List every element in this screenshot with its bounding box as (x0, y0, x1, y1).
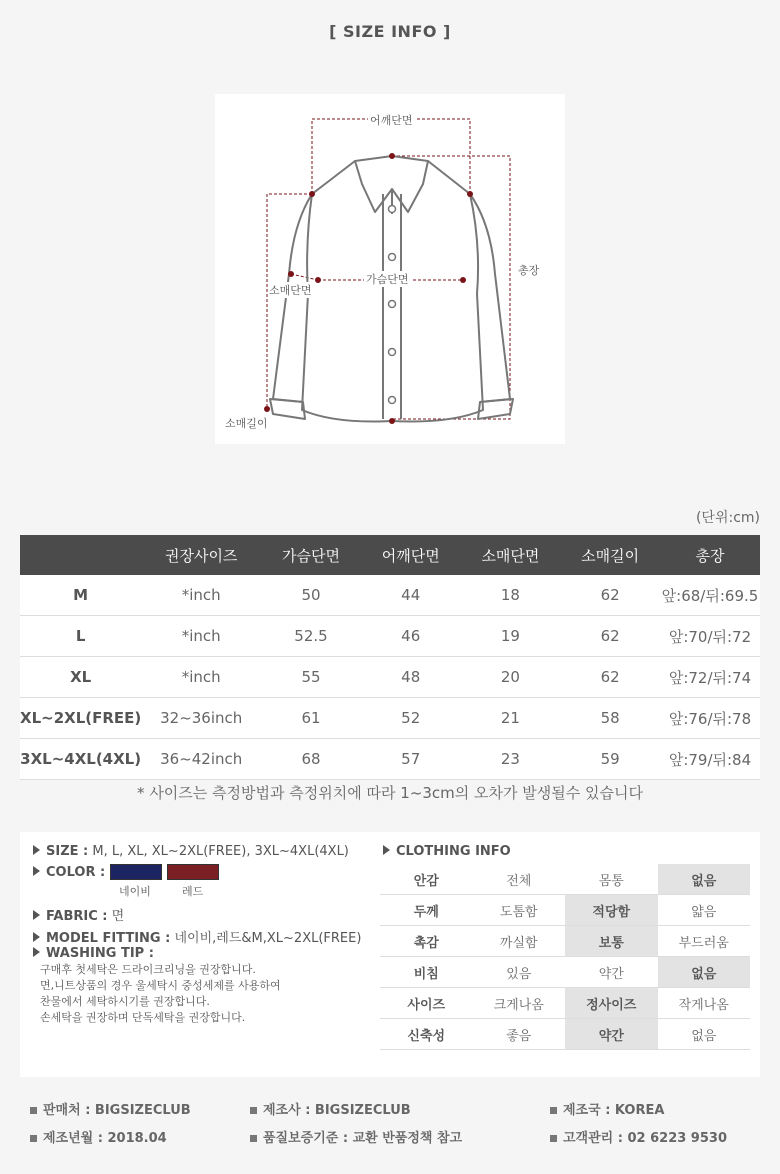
table-cell: *inch (141, 657, 261, 698)
clothing-info-row (380, 1019, 750, 1050)
clothing-info-option: 얇음 (658, 895, 751, 926)
square-bullet-icon (30, 1107, 37, 1114)
table-row (20, 698, 760, 739)
table-cell: *inch (141, 616, 261, 657)
table-cell: 앞:79/뒤:84 (660, 739, 760, 780)
clothing-info-label: 두께 (380, 895, 473, 926)
shirt-measurement-diagram (215, 94, 565, 444)
fabric-info-label: FABRIC : (46, 909, 108, 924)
unit-label: (단위:cm) (695, 510, 760, 526)
table-cell: 23 (461, 739, 561, 780)
model-fitting-label: MODEL FITTING : (46, 931, 171, 946)
table-cell: 앞:76/뒤:78 (660, 698, 760, 739)
clothing-info-option: 도톰함 (473, 895, 566, 926)
clothing-info-option-selected: 적당함 (565, 895, 658, 926)
clothing-info-option: 있음 (473, 957, 566, 988)
table-cell: 46 (361, 616, 461, 657)
footer-maker: 제조사 : BIGSIZECLUB (250, 1099, 411, 1118)
product-info-box (20, 832, 760, 1077)
clothing-info-table (380, 864, 750, 1050)
table-cell: 50 (261, 575, 361, 616)
size-cell: L (20, 616, 141, 657)
square-bullet-icon (250, 1135, 257, 1142)
clothing-info-label: 비침 (380, 957, 473, 988)
washing-tip-text: 찬물에서 세탁하시기를 권장합니다. (40, 995, 210, 1008)
table-cell: 앞:68/뒤:69.5 (660, 575, 760, 616)
triangle-bullet-icon (33, 866, 40, 876)
size-cell: XL~2XL(FREE) (20, 698, 141, 739)
washing-tip-text: 손세탁을 권장하며 단독세탁을 권장합니다. (40, 1011, 246, 1024)
header-cell: 어깨단면 (361, 535, 461, 575)
triangle-bullet-icon (33, 845, 40, 855)
clothing-info-option: 작게나옴 (658, 988, 751, 1019)
shirt-outline-svg (215, 94, 565, 444)
table-cell: 20 (461, 657, 561, 698)
total-length-label: 총장 (518, 264, 540, 277)
table-cell: 62 (560, 575, 660, 616)
clothing-info-row (380, 957, 750, 988)
triangle-bullet-icon (383, 845, 390, 855)
page-title: [ SIZE INFO ] (329, 22, 451, 41)
table-cell: 58 (560, 698, 660, 739)
square-bullet-icon (250, 1107, 257, 1114)
table-cell: 44 (361, 575, 461, 616)
clothing-info-option: 크게나옴 (473, 988, 566, 1019)
table-cell: 62 (560, 657, 660, 698)
header-cell: 소매단면 (461, 535, 561, 575)
size-cell: M (20, 575, 141, 616)
header-cell: 권장사이즈 (141, 535, 261, 575)
fabric-info-value: 면 (111, 909, 125, 924)
table-cell: 52.5 (261, 616, 361, 657)
washing-tip-text: 구매후 첫세탁은 드라이크리닝을 권장합니다. (40, 963, 256, 976)
footer-service: 고객관리 : 02 6223 9530 (550, 1127, 727, 1146)
clothing-info-row (380, 926, 750, 957)
washing-tip-label: WASHING TIP : (46, 946, 154, 961)
size-note: * 사이즈는 측정방법과 측정위치에 따라 1~3cm의 오차가 발생될수 있습니다 (137, 784, 643, 802)
table-cell: 36~42inch (141, 739, 261, 780)
table-row (20, 657, 760, 698)
color-name-navy: 네이비 (119, 885, 151, 898)
size-cell: XL (20, 657, 141, 698)
table-cell: 앞:72/뒤:74 (660, 657, 760, 698)
size-info-line (33, 844, 349, 859)
table-cell: 61 (261, 698, 361, 739)
table-row (20, 575, 760, 616)
clothing-info-option: 몸통 (565, 864, 658, 895)
clothing-info-label: 안감 (380, 864, 473, 895)
clothing-info-option-selected: 없음 (658, 864, 751, 895)
footer-country: 제조국 : KOREA (550, 1099, 664, 1118)
table-cell: 19 (461, 616, 561, 657)
square-bullet-icon (550, 1135, 557, 1142)
color-name-red: 레드 (182, 885, 204, 898)
clothing-info-option: 없음 (658, 1019, 751, 1050)
clothing-info-title: CLOTHING INFO (383, 844, 511, 859)
header-cell: 소매길이 (560, 535, 660, 575)
triangle-bullet-icon (33, 932, 40, 942)
table-row (20, 616, 760, 657)
color-info-label: COLOR : (46, 865, 106, 880)
color-swatch-red[interactable] (167, 864, 219, 880)
clothing-info-option: 전체 (473, 864, 566, 895)
size-info-label: SIZE : (46, 844, 89, 859)
triangle-bullet-icon (33, 947, 40, 957)
size-table (20, 535, 760, 780)
table-cell: 52 (361, 698, 461, 739)
table-cell: 21 (461, 698, 561, 739)
table-cell: *inch (141, 575, 261, 616)
clothing-info-option-selected: 없음 (658, 957, 751, 988)
sleeve-length-label: 소매길이 (225, 417, 268, 430)
table-row (20, 739, 760, 780)
clothing-info-option-selected: 정사이즈 (565, 988, 658, 1019)
square-bullet-icon (550, 1107, 557, 1114)
clothing-info-row (380, 895, 750, 926)
square-bullet-icon (30, 1135, 37, 1142)
clothing-info-label: 사이즈 (380, 988, 473, 1019)
washing-tip-line (33, 946, 154, 961)
footer-warranty: 품질보증기준 : 교환 반품정책 참고 (250, 1127, 462, 1146)
sleeve-width-label: 소매단면 (269, 284, 312, 297)
model-fitting-line (33, 927, 361, 946)
table-cell: 앞:70/뒤:72 (660, 616, 760, 657)
chest-label: 가슴단면 (366, 273, 409, 286)
table-cell: 48 (361, 657, 461, 698)
table-cell: 57 (361, 739, 461, 780)
table-cell: 62 (560, 616, 660, 657)
clothing-info-option: 까실함 (473, 926, 566, 957)
clothing-info-row (380, 988, 750, 1019)
shoulder-label: 어깨단면 (370, 114, 413, 127)
clothing-info-option-selected: 약간 (565, 1019, 658, 1050)
clothing-info-option: 약간 (565, 957, 658, 988)
table-cell: 55 (261, 657, 361, 698)
table-cell: 68 (261, 739, 361, 780)
size-table-header (20, 535, 760, 575)
header-cell: 가슴단면 (261, 535, 361, 575)
clothing-info-row (380, 864, 750, 895)
table-cell: 32~36inch (141, 698, 261, 739)
triangle-bullet-icon (33, 910, 40, 920)
size-cell: 3XL~4XL(4XL) (20, 739, 141, 780)
clothing-info-option-selected: 보통 (565, 926, 658, 957)
table-cell: 59 (560, 739, 660, 780)
footer-date: 제조년월 : 2018.04 (30, 1127, 167, 1146)
clothing-info-option: 부드러움 (658, 926, 751, 957)
clothing-info-option: 좋음 (473, 1019, 566, 1050)
size-info-value: M, L, XL, XL~2XL(FREE), 3XL~4XL(4XL) (92, 844, 349, 859)
clothing-info-label: 촉감 (380, 926, 473, 957)
model-fitting-value: 네이비,레드&M,XL~2XL(FREE) (174, 931, 362, 946)
color-swatch-navy[interactable] (110, 864, 162, 880)
header-cell: 총장 (660, 535, 760, 575)
footer-seller: 판매처 : BIGSIZECLUB (30, 1099, 191, 1118)
color-info-line (33, 865, 105, 880)
header-cell (20, 535, 141, 575)
clothing-info-label: 신축성 (380, 1019, 473, 1050)
washing-tip-text: 면,니트상품의 경우 울세탁시 중성세제를 사용하여 (40, 979, 281, 992)
fabric-info-line (33, 905, 124, 924)
table-cell: 18 (461, 575, 561, 616)
